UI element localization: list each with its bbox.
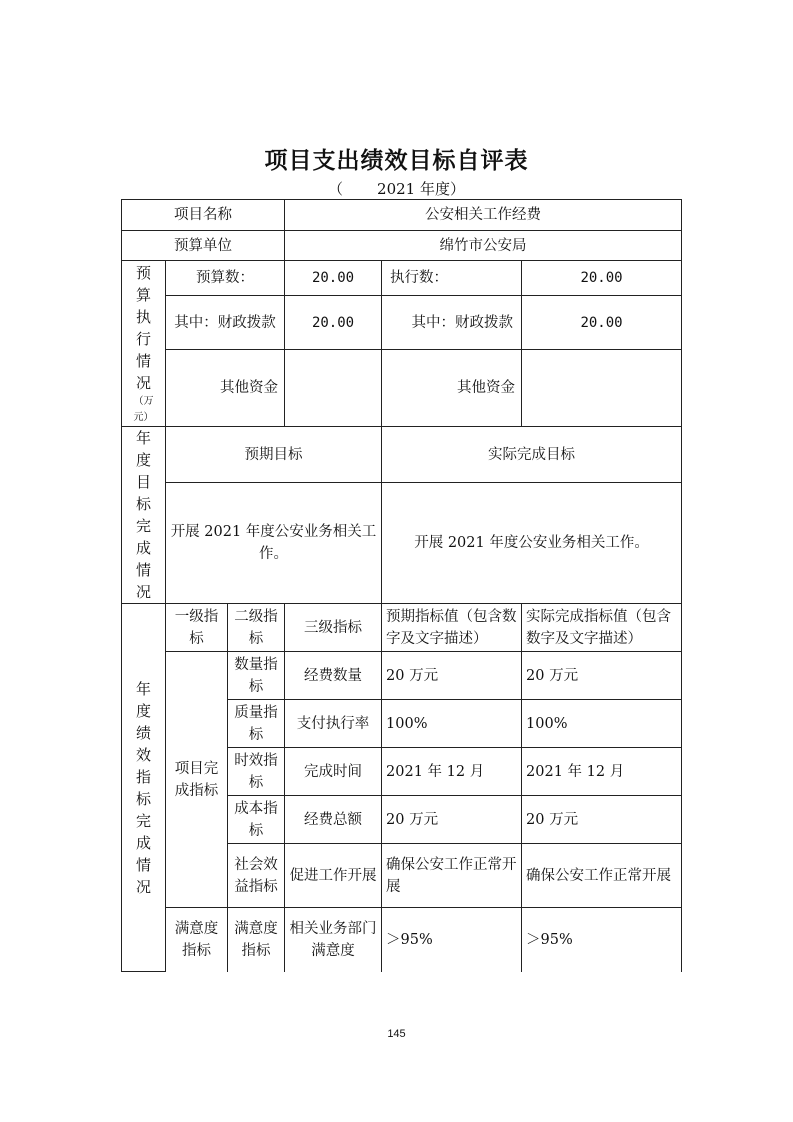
subtitle-open-paren: （ — [328, 180, 344, 198]
satisfaction-indicator-label: 满意度指标 — [166, 908, 228, 972]
table-row — [122, 261, 682, 296]
level2-cell: 成本指标 — [228, 796, 285, 844]
actual-goal-header: 实际完成目标 — [382, 427, 682, 483]
table-row — [122, 908, 682, 972]
fiscal-label-budget: 其中：财政拨款 — [166, 296, 285, 350]
expected-value-cell: 100% — [382, 700, 522, 748]
actual-value-cell: 确保公安工作正常开展 — [522, 844, 682, 908]
expected-value-header: 预期指标值（包含数字及文字描述） — [382, 604, 522, 652]
level2-header: 二级指标 — [228, 604, 285, 652]
other-funds-label-executed: 其他资金 — [382, 350, 522, 427]
performance-table — [121, 199, 682, 972]
page-number: 145 — [387, 1028, 406, 1040]
executed-amount-value: 20.00 — [522, 261, 682, 296]
other-funds-value-budget — [285, 350, 382, 427]
report-year — [0, 178, 793, 199]
actual-value-cell: 2021 年 12 月 — [522, 748, 682, 796]
expected-value-cell: 20 万元 — [382, 652, 522, 700]
actual-value-cell: 20 万元 — [522, 796, 682, 844]
level3-cell: 相关业务部门满意度 — [285, 908, 382, 972]
budget-section-label — [122, 261, 166, 427]
table-row — [122, 350, 682, 427]
level2-cell: 数量指标 — [228, 652, 285, 700]
table-row — [122, 231, 682, 261]
expected-value-cell: ＞95% — [382, 908, 522, 972]
actual-value-cell: ＞95% — [522, 908, 682, 972]
executed-amount-label: 执行数： — [382, 261, 522, 296]
expected-goal-text: 开展 2021 年度公安业务相关工作。 — [166, 483, 382, 604]
subtitle-year: 2021 年度） — [377, 180, 465, 198]
budget-unit-label: 预算单位 — [122, 231, 285, 261]
actual-value-cell: 20 万元 — [522, 652, 682, 700]
indicator-section-label: 年 度 绩 效 指 标 完 成 情 况 — [122, 604, 166, 972]
level3-cell: 完成时间 — [285, 748, 382, 796]
level3-cell: 支付执行率 — [285, 700, 382, 748]
level2-cell: 质量指标 — [228, 700, 285, 748]
level3-cell: 经费总额 — [285, 796, 382, 844]
actual-value-header: 实际完成指标值（包含数字及文字描述） — [522, 604, 682, 652]
project-name-value: 公安相关工作经费 — [285, 200, 682, 231]
level2-cell: 社会效益指标 — [228, 844, 285, 908]
level3-cell: 促进工作开展 — [285, 844, 382, 908]
level2-cell: 时效指标 — [228, 748, 285, 796]
fiscal-label-executed: 其中：财政拨款 — [382, 296, 522, 350]
expected-value-cell: 确保公安工作正常开展 — [382, 844, 522, 908]
fiscal-value-budget: 20.00 — [285, 296, 382, 350]
table-row — [122, 296, 682, 350]
level3-cell: 经费数量 — [285, 652, 382, 700]
level3-header: 三级指标 — [285, 604, 382, 652]
expected-value-cell: 2021 年 12 月 — [382, 748, 522, 796]
other-funds-value-executed — [522, 350, 682, 427]
annual-goal-section-label: 年 度 目 标 完 成 情 况 — [122, 427, 166, 604]
budget-section-text: 预 算 执 行 情 况 — [135, 263, 151, 392]
level1-header: 一级指标 — [166, 604, 228, 652]
expected-goal-header: 预期目标 — [166, 427, 382, 483]
table-row — [122, 483, 682, 604]
expected-value-cell: 20 万元 — [382, 796, 522, 844]
table-row — [122, 652, 682, 700]
fiscal-value-executed: 20.00 — [522, 296, 682, 350]
table-row — [122, 200, 682, 231]
other-funds-label-budget: 其他资金 — [166, 350, 285, 427]
table-row — [122, 427, 682, 483]
actual-goal-text: 开展 2021 年度公安业务相关工作。 — [382, 483, 682, 604]
project-name-label: 项目名称 — [122, 200, 285, 231]
budget-section-unit: （万 元） — [133, 395, 154, 423]
actual-value-cell: 100% — [522, 700, 682, 748]
page-title: 项目支出绩效目标自评表 — [264, 147, 529, 174]
budget-amount-value: 20.00 — [285, 261, 382, 296]
project-completion-indicator-label: 项目完成指标 — [166, 652, 228, 908]
budget-amount-label: 预算数： — [166, 261, 285, 296]
budget-unit-value: 绵竹市公安局 — [285, 231, 682, 261]
level2-cell: 满意度指标 — [228, 908, 285, 972]
table-row — [122, 604, 682, 652]
